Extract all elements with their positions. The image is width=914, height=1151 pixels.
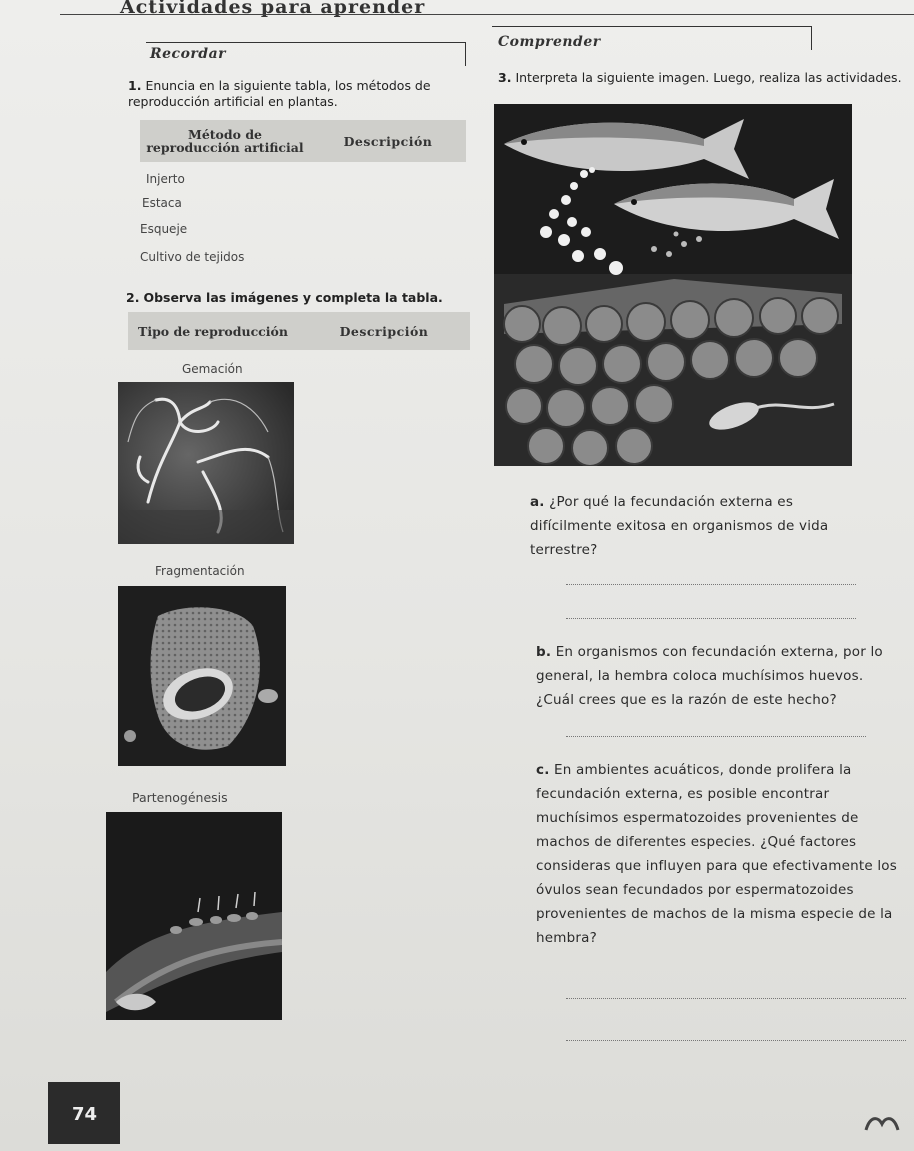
question-3-number: 3. [498, 70, 512, 85]
question-3c-text: En ambientes acuáticos, donde prolifera la fecundación externa, es posible encontrar muchísimos espermatozoides provenientes de machos de diferentes especies. ¿Qué factores consideras que influyen para que efectivamente los óvulos sean fecundados por espermatozoides provenientes de machos de la misma especie de la hembra? [536, 762, 897, 946]
question-2-number: 2. [126, 290, 140, 305]
aphids-parthenogenesis-photo [106, 812, 282, 1020]
sponge-fragmentation-photo [118, 586, 286, 766]
table-1-col-description: Descripción [343, 133, 433, 149]
question-3a-letter: a. [530, 494, 545, 510]
question-1-number: 1. [128, 78, 142, 93]
question-3-text: Interpreta la siguiente imagen. Luego, realiza las actividades. [515, 70, 902, 85]
answer-line-3a-1[interactable] [566, 584, 856, 585]
question-3a [530, 490, 860, 562]
page-number: 74 [48, 1082, 120, 1144]
question-3b [536, 640, 896, 712]
question-3 [498, 70, 908, 86]
external-fertilization-illustration [494, 104, 852, 466]
table-1-row-injerto: Injerto [146, 172, 185, 186]
question-2 [126, 290, 476, 306]
question-3c [536, 758, 906, 950]
table-2-col-description: Descripción [339, 323, 429, 339]
answer-line-3b[interactable] [566, 736, 866, 737]
table-2-row-gemacion: Gemación [182, 362, 243, 376]
table-1-col-method: Método de reproducción artificial [146, 127, 304, 155]
page-title: Actividades para aprender [120, 0, 426, 18]
answer-line-3a-2[interactable] [566, 618, 856, 619]
question-3c-letter: c. [536, 762, 550, 778]
question-3b-letter: b. [536, 644, 552, 660]
table-1-row-esqueje: Esqueje [140, 222, 188, 236]
comprender-label: Comprender [498, 34, 601, 50]
publisher-logo-icon [862, 1112, 902, 1138]
header-rule [60, 14, 914, 15]
table-1-header [140, 120, 466, 162]
table-1-row-cultivo: Cultivo de tejidos [140, 250, 245, 264]
answer-line-3c-1[interactable] [566, 998, 906, 999]
recordar-label: Recordar [150, 46, 227, 62]
table-2-header [128, 312, 470, 350]
hydra-budding-photo [118, 382, 294, 544]
question-2-text: Observa las imágenes y completa la tabla. [143, 290, 443, 305]
question-3a-text: ¿Por qué la fecundación externa es difícilmente exitosa en organismos de vida terrestre? [530, 494, 829, 558]
table-2-row-partenogenesis: Partenogénesis [132, 790, 228, 805]
table-2-row-fragmentacion: Fragmentación [155, 564, 245, 578]
answer-line-3c-2[interactable] [566, 1040, 906, 1041]
question-1-text: Enuncia en la siguiente tabla, los métodos de reproducción artificial en plantas. [128, 78, 431, 109]
question-3b-text: En organismos con fecundación externa, por lo general, la hembra coloca muchísimos huevos. ¿Cuál crees que es la razón de este hecho? [536, 644, 883, 708]
question-1 [128, 78, 473, 110]
table-2-col-type: Tipo de reproducción [138, 323, 288, 339]
table-1-row-estaca: Estaca [142, 196, 182, 210]
